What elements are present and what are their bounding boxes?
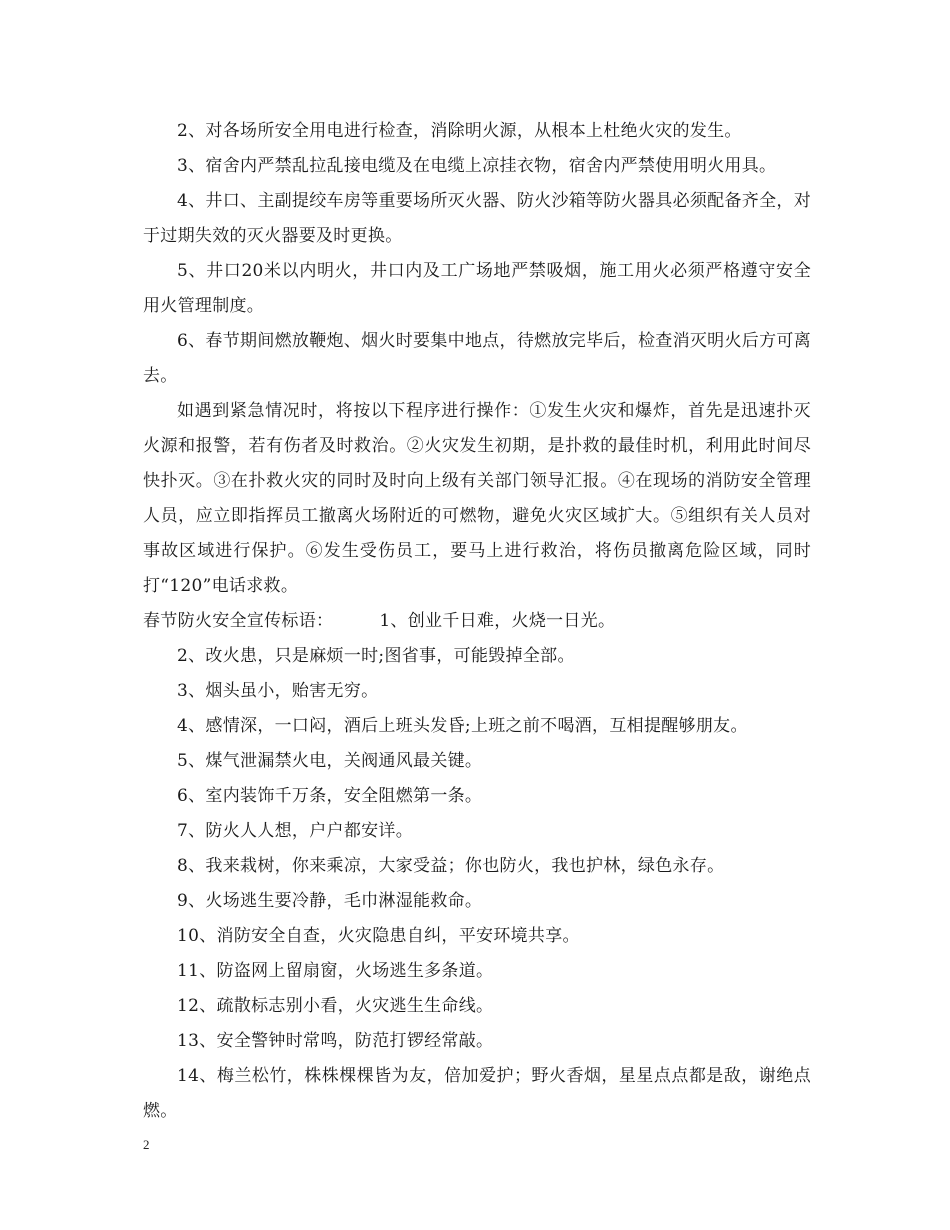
slogan-item: 3、烟头虽小，贻害无穷。 <box>177 681 379 701</box>
slogan-item: 7、防火人人想，户户都安详。 <box>177 821 414 841</box>
slogan-heading-line <box>143 604 811 639</box>
slogan-item: 9、火场逃生要冷静，毛巾淋湿能救命。 <box>177 891 483 911</box>
slogan-heading: 春节防火安全宣传标语： <box>143 611 334 631</box>
slogan-item: 1、创业千日难，火烧一日光。 <box>379 611 616 631</box>
slogan-item: 13、安全警钟时常鸣，防范打锣经常敲。 <box>177 1031 494 1051</box>
paragraph-electric-check: 2、对各场所安全用电进行检查，消除明火源，从根本上杜绝火灾的发生。 <box>177 121 742 141</box>
slogan-item: 8、我来栽树，你来乘凉，大家受益；你也防火，我也护林，绿色永存。 <box>177 856 725 876</box>
slogan-item: 12、疏散标志别小看，火灾逃生生命线。 <box>177 996 494 1016</box>
page-body <box>143 114 811 1129</box>
slogan-item: 4、感情深，一口闷，酒后上班头发昏;上班之前不喝酒，互相提醒够朋友。 <box>177 716 748 736</box>
slogan-item: 11、防盗网上留扇窗，火场逃生多条道。 <box>177 961 494 981</box>
slogan-item: 5、煤气泄漏禁火电，关阀通风最关键。 <box>177 751 483 771</box>
slogan-item: 2、改火患，只是麻烦一时;图省事，可能毁掉全部。 <box>177 646 575 666</box>
paragraph-fireworks: 6、春节期间燃放鞭炮、烟火时要集中地点，待燃放完毕后，检查消灭明火后方可离去。 <box>143 331 811 386</box>
page-number: 2 <box>143 1137 150 1152</box>
paragraph-dormitory-rules: 3、宿舍内严禁乱拉乱接电缆及在电缆上凉挂衣物，宿舍内严禁使用明火用具。 <box>177 156 777 176</box>
paragraph-emergency-procedure: 如遇到紧急情况时，将按以下程序进行操作：①发生火灾和爆炸，首先是迅速扑灭火源和报警，若有伤者及时救治。②火灾发生初期，是扑救的最佳时机，利用此时间尽快扑灭。③在扑救火灾的同时及时向上级有关部门领导汇报。④在现场的消防安全管理人员，应立即指挥员工撤离火场附近的可燃物，避免火灾区域扩大。⑤组织有关人员对事故区域进行保护。⑥发生受伤员工，要马上进行救治，将伤员撤离危险区域，同时打“120”电话求救。 <box>143 401 811 596</box>
slogan-item: 6、室内装饰千万条，安全阻燃第一条。 <box>177 786 483 806</box>
paragraph-fire-equipment: 4、井口、主副提绞车房等重要场所灭火器、防火沙箱等防火器具必须配备齐全，对于过期失效的灭火器要及时更换。 <box>143 191 811 246</box>
slogan-item: 14、梅兰松竹，株株棵棵皆为友，倍加爱护；野火香烟，星星点点都是敌，谢绝点燃。 <box>143 1066 811 1121</box>
paragraph-no-smoking: 5、井口20米以内明火，井口内及工广场地严禁吸烟，施工用火必须严格遵守安全用火管理制度。 <box>143 261 811 316</box>
slogan-item: 10、消防安全自查，火灾隐患自纠，平安环境共享。 <box>177 926 580 946</box>
